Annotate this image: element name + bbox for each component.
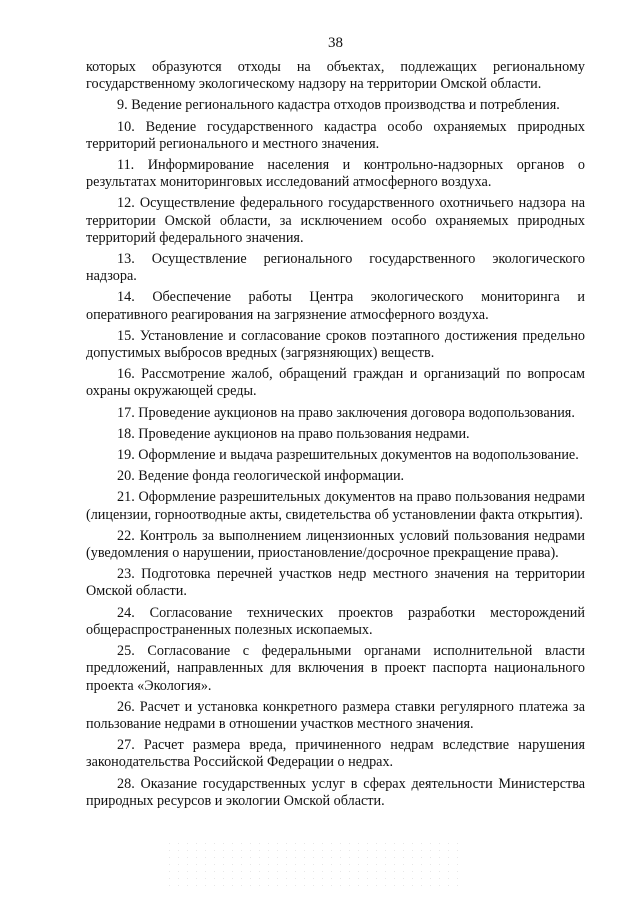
- list-item-text: Проведение аукционов на право заключения договора водопользования.: [138, 404, 575, 421]
- list-item-text: Расчет и установка конкретного размера ставки регулярного платежа за пользование недрами в отношении участков местного значения.: [86, 698, 585, 732]
- list-item: [86, 366, 585, 400]
- list-item-text: Оформление разрешительных документов на право пользования недрами (лицензии, горноотводные акты, свидетельства об установлении факта открытия).: [86, 489, 586, 523]
- list-item: [86, 119, 585, 153]
- list-item-number: 24.: [117, 604, 135, 621]
- list-item-number: 20.: [117, 468, 135, 485]
- list-item-number: 13.: [117, 251, 135, 268]
- list-item: [86, 566, 585, 600]
- scan-noise: [165, 840, 465, 890]
- list-item-number: 10.: [117, 118, 135, 135]
- list-item: [86, 405, 585, 422]
- list-item-number: 12.: [117, 195, 135, 212]
- list-item: [86, 157, 585, 191]
- list-item-text: Оформление и выдача разрешительных документов на водопользование.: [138, 447, 579, 464]
- list-item: [86, 97, 585, 114]
- list-item-number: 25.: [117, 643, 135, 660]
- list-item-text: Осуществление федерального государственного охотничьего надзора на территории Омской области, за исключением особо охраняемых природных территорий федерального значения.: [86, 195, 585, 246]
- list-item-text: Подготовка перечней участков недр местного значения на территории Омской области.: [86, 566, 586, 600]
- list-item-text: Ведение регионального кадастра отходов производства и потребления.: [131, 97, 560, 114]
- list-item-text: Согласование с федеральными органами исполнительной власти предложений, направленных для включения в проект паспорта национального проекта «Экология».: [86, 643, 586, 694]
- list-item-number: 23.: [117, 566, 135, 583]
- list-item-text: Расчет размера вреда, причиненного недрам вследствие нарушения законодательства Российской Федерации о недрах.: [86, 737, 585, 771]
- list-item-text: Согласование технических проектов разработки месторождений общераспространенных полезных ископаемых.: [86, 604, 585, 638]
- list-item-number: 26.: [117, 698, 135, 715]
- list-item-text: Информирование населения и контрольно-надзорных органов о результатах мониторинговых исследований атмосферного воздуха.: [86, 157, 586, 191]
- list-item-text: Рассмотрение жалоб, обращений граждан и организаций по вопросам охраны окружающей среды.: [86, 366, 586, 400]
- list-item-text: Установление и согласование сроков поэтапного достижения предельно допустимых выбросов вредных (загрязняющих) веществ.: [86, 327, 586, 362]
- list-item: [86, 643, 585, 695]
- list-item-number: 11.: [117, 157, 135, 174]
- list-item: [86, 426, 585, 443]
- list-item-text: Ведение фонда геологической информации.: [138, 468, 405, 485]
- list-item-number: 9.: [117, 97, 128, 114]
- list-item: [86, 289, 585, 323]
- list-item: [86, 528, 585, 562]
- list-item-number: 27.: [117, 737, 135, 754]
- list-item-number: 14.: [117, 289, 135, 306]
- page-number: 38: [328, 35, 343, 51]
- list-item-number: 17.: [117, 404, 135, 421]
- list-item: [86, 447, 585, 464]
- list-item: [86, 605, 585, 639]
- list-item-text: Контроль за выполнением лицензионных условий пользования недрами (уведомления о нарушении, приостановление/досрочное прекращение права).: [86, 527, 586, 562]
- list-item-number: 18.: [117, 425, 135, 442]
- list-item: [86, 195, 585, 247]
- list-item-number: 28.: [117, 775, 135, 792]
- list-item: [86, 699, 585, 733]
- list-item: [86, 328, 585, 362]
- list-item: [86, 468, 585, 485]
- list-item-text: Осуществление регионального государственного экологического надзора.: [86, 251, 585, 285]
- list-item-text: Обеспечение работы Центра экологического мониторинга и оперативного реагирования на загрязнение атмосферного воздуха.: [86, 289, 585, 323]
- list-item: [86, 251, 585, 285]
- list-item-number: 19.: [117, 447, 135, 464]
- list-item-text: Ведение государственного кадастра особо охраняемых природных территорий регионального и местного значения.: [86, 118, 586, 152]
- list-item-number: 22.: [117, 527, 135, 544]
- list-item: [86, 489, 585, 523]
- list-item: [86, 776, 585, 810]
- list-item-number: 15.: [117, 327, 135, 344]
- list-item: [86, 737, 585, 771]
- numbered-list: [86, 97, 585, 810]
- list-item-number: 21.: [117, 489, 135, 506]
- list-item-number: 16.: [117, 366, 135, 383]
- list-item-text: Оказание государственных услуг в сферах деятельности Министерства природных ресурсов и экологии Омской области.: [86, 775, 586, 809]
- list-item-text: Проведение аукционов на право пользования недрами.: [138, 425, 470, 442]
- continuation-paragraph: которых образуются отходы на объектах, подлежащих региональному государственному экологическому надзору на территории Омской области.: [86, 59, 585, 93]
